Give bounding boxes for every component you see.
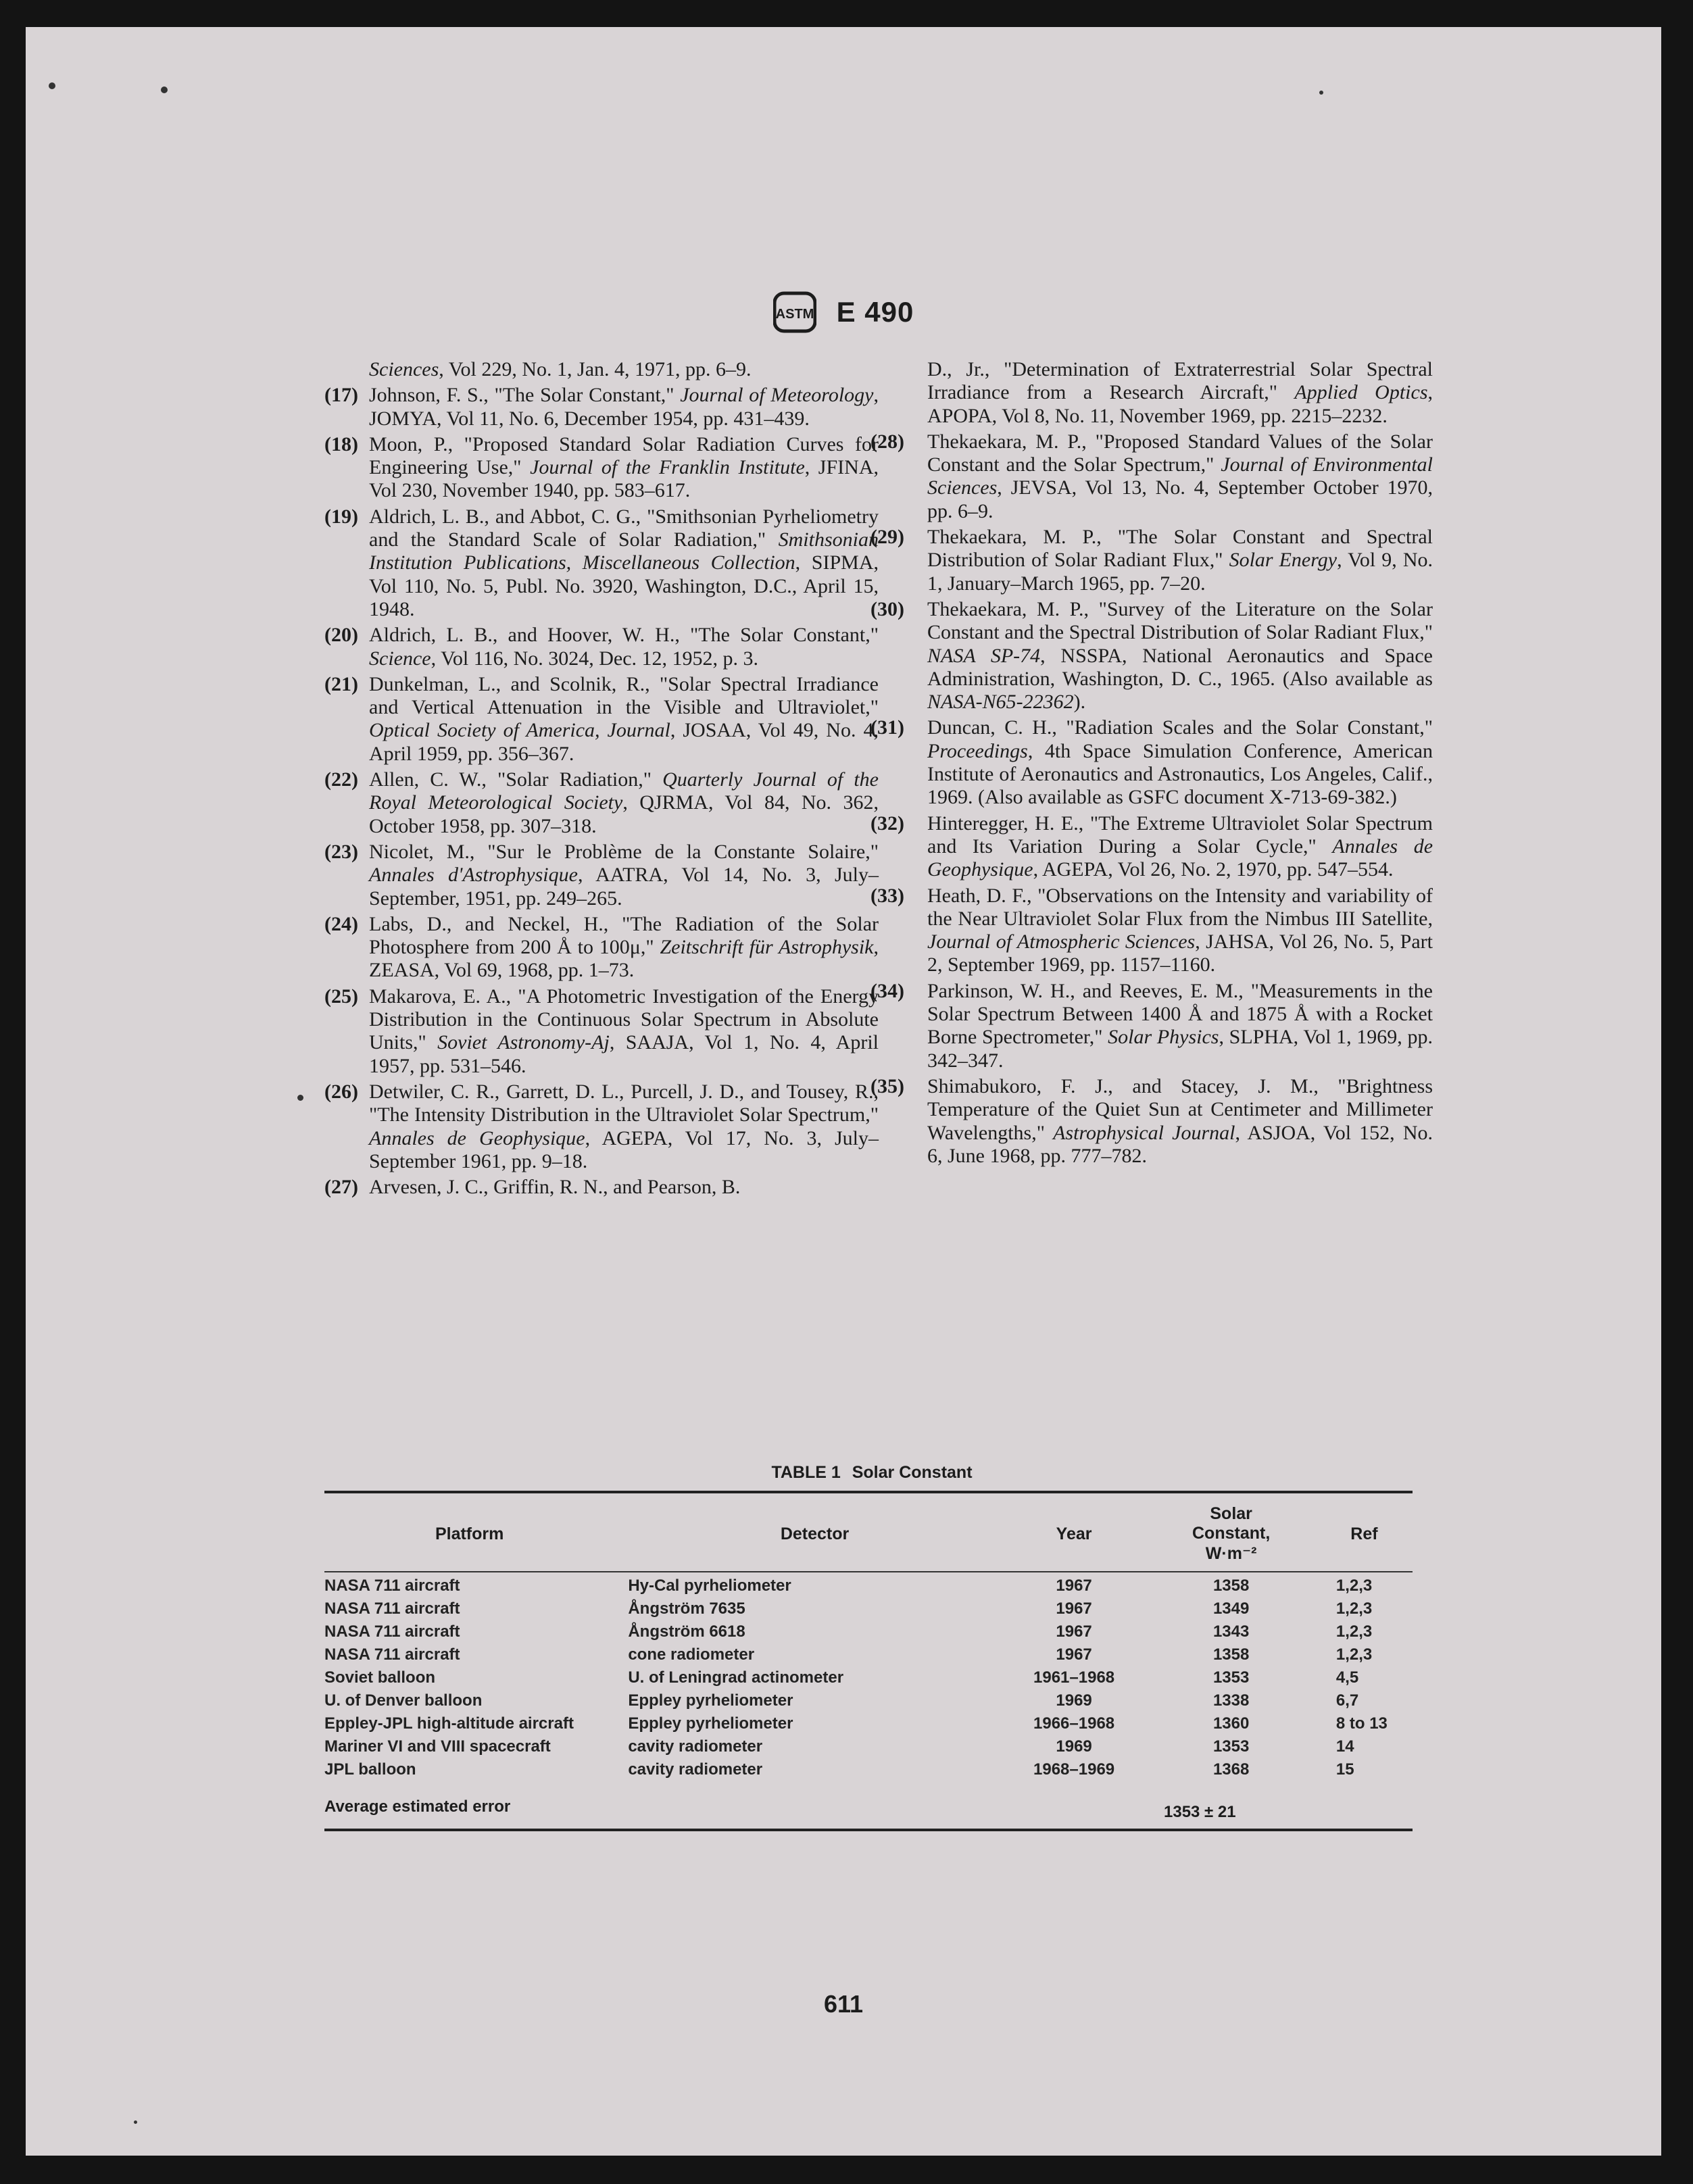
reference-title: Quarterly Journal of the Royal Meteorological Society: [369, 768, 879, 814]
reference-entry: [870, 979, 1433, 1072]
reference-number: (21): [324, 672, 358, 695]
references-column-left: [324, 358, 879, 1201]
reference-title: Solar Physics: [1108, 1026, 1219, 1049]
standard-number: E 490: [836, 296, 914, 328]
average-row: [324, 1791, 1413, 1829]
reference-text: , JEVSA, Vol 13, No. 4, September October 1970, pp. 6–9.: [927, 476, 1433, 522]
reference-entry: [324, 433, 879, 503]
reference-entry: [870, 526, 1433, 595]
average-value: 1353 ± 21: [1164, 1803, 1236, 1821]
cell-detector: Hy-Cal pyrheliometer: [628, 1577, 791, 1595]
cell-solar-constant: 1343: [1212, 1622, 1250, 1641]
reference-title: Astrophysical Journal: [1053, 1121, 1235, 1144]
cell-year: 1969: [1056, 1737, 1092, 1756]
speck: [1319, 91, 1323, 95]
cell-platform: Soviet balloon: [324, 1668, 436, 1687]
reference-entry: [870, 812, 1433, 882]
reference-text: , JOMYA, Vol 11, No. 6, December 1954, pp. 431–439.: [369, 384, 879, 430]
reference-text: Makarova, E. A., "A Photometric Investigation of the Energy Distribution in the Continuous Solar Spectrum in Absolute Units,": [369, 985, 879, 1054]
reference-title: Annales d'Astrophysique: [369, 864, 578, 887]
reference-text: Nicolet, M., "Sur le Problème de la Constante Solaire,": [369, 840, 879, 863]
cell-ref: 4,5: [1335, 1668, 1359, 1687]
reference-entry: [324, 1081, 879, 1173]
reference-number: (32): [870, 812, 904, 835]
table-row: [324, 1758, 1413, 1781]
reference-text: , QJRMA, Vol 84, No. 362, October 1958, pp. 307–318.: [369, 791, 879, 837]
table-row: [324, 1597, 1413, 1620]
reference-title: Science: [369, 647, 431, 670]
table-caption: Solar Constant: [852, 1463, 973, 1482]
speck: [161, 86, 168, 93]
header-ref: Ref: [1350, 1524, 1378, 1543]
reference-title: Solar Energy: [1229, 549, 1338, 572]
reference-entry: [324, 624, 879, 670]
reference-number: (20): [324, 624, 358, 647]
cell-solar-constant: 1358: [1212, 1577, 1250, 1595]
cell-solar-constant: 1353: [1212, 1668, 1250, 1687]
reference-title: NASA SP-74: [927, 644, 1041, 667]
cell-year: 1967: [1056, 1622, 1092, 1641]
reference-text: , JFINA, Vol 230, November 1940, pp. 583–617.: [369, 456, 879, 502]
reference-text: Thekaekara, M. P., "The Solar Constant and Spectral Distribution of Solar Radiant Flux,": [927, 526, 1433, 572]
cell-detector: Eppley pyrheliometer: [628, 1691, 793, 1710]
cell-ref: 15: [1335, 1760, 1354, 1779]
cell-platform: JPL balloon: [324, 1760, 416, 1779]
reference-text: Labs, D., and Neckel, H., "The Radiation of the Solar Photosphere from 200 Å to 100μ,": [369, 912, 879, 959]
reference-text: Thekaekara, M. P., "Survey of the Literature on the Solar Constant and the Spectral Distribution of Solar Radiant Flux,": [927, 597, 1433, 644]
average-label: Average estimated error: [324, 1797, 511, 1816]
page-number: 611: [823, 1990, 864, 2018]
table-row: [324, 1620, 1413, 1643]
speck: [49, 82, 55, 89]
cell-solar-constant: 1368: [1212, 1760, 1250, 1779]
reference-number: (27): [324, 1176, 358, 1199]
reference-text: Dunkelman, L., and Scolnik, R., "Solar Spectral Irradiance and Vertical Attenuation in the Visible and Ultraviolet,": [369, 672, 879, 719]
reference-entry: [870, 716, 1433, 809]
table-row: [324, 1712, 1413, 1735]
header-solar-constant-line2: Constant,: [1192, 1524, 1271, 1543]
cell-ref: 1,2,3: [1335, 1622, 1373, 1641]
header-solar-constant-units: W·m⁻²: [1205, 1544, 1257, 1563]
reference-entry: [324, 384, 879, 430]
reference-entry: [324, 358, 879, 381]
reference-text: , JAHSA, Vol 26, No. 5, Part 2, September 1969, pp. 1157–1160.: [927, 930, 1433, 976]
svg-text:ASTM: ASTM: [775, 307, 814, 322]
cell-platform: NASA 711 aircraft: [324, 1599, 460, 1618]
reference-title: Smithsonian Institution Publications, Miscellaneous Collection: [369, 528, 879, 574]
table-bottom-rule: [324, 1829, 1413, 1831]
cell-platform: NASA 711 aircraft: [324, 1577, 460, 1595]
reference-entry: [324, 673, 879, 766]
speck: [297, 1095, 303, 1101]
cell-year: 1969: [1056, 1691, 1092, 1710]
reference-title: Journal of the Franklin Institute: [530, 456, 805, 479]
reference-text: Arvesen, J. C., Griffin, R. N., and Pearson, B.: [369, 1176, 741, 1199]
reference-entry: [870, 884, 1433, 977]
cell-ref: 1,2,3: [1335, 1645, 1373, 1664]
cell-year: 1966–1968: [1033, 1714, 1115, 1733]
cell-detector: U. of Leningrad actinometer: [628, 1668, 844, 1687]
reference-text: Heath, D. F., "Observations on the Intensity and variability of the Near Ultraviolet Solar Flux from the Nimbus III Satellite,: [927, 884, 1433, 930]
reference-text: Aldrich, L. B., and Hoover, W. H., "The Solar Constant,": [369, 624, 879, 647]
reference-title: Annales de Geophysique: [369, 1126, 585, 1149]
cell-solar-constant: 1349: [1212, 1599, 1250, 1618]
reference-text: , JOSAA, Vol 49, No. 4, April 1959, pp. 356–367.: [369, 719, 879, 765]
cell-year: 1967: [1056, 1599, 1092, 1618]
reference-number: (17): [324, 384, 358, 407]
reference-number: (30): [870, 597, 904, 620]
reference-text: , Vol 116, No. 3024, Dec. 12, 1952, p. 3.: [431, 647, 759, 670]
reference-entry: [870, 430, 1433, 523]
reference-title: NASA-N65-22362: [927, 691, 1074, 714]
reference-title: Zeitschrift für Astrophysik: [660, 936, 874, 959]
reference-text: , 4th Space Simulation Conference, American Institute of Aeronautics and Astronautics, Los Angeles, Calif., 1969. (Also available as GSFC document X-713-69-382.): [927, 739, 1433, 809]
reference-number: (19): [324, 505, 358, 528]
header-solar-constant-line1: Solar: [1210, 1504, 1252, 1523]
reference-title: Optical Society of America, Journal: [369, 719, 670, 742]
reference-title: Applied Optics: [1294, 381, 1428, 404]
cell-platform: NASA 711 aircraft: [324, 1645, 460, 1664]
reference-text: Duncan, C. H., "Radiation Scales and the Solar Constant,": [927, 716, 1433, 739]
cell-solar-constant: 1358: [1212, 1645, 1250, 1664]
reference-entry: [324, 985, 879, 1078]
reference-text: , SLPHA, Vol 1, 1969, pp. 342–347.: [927, 1026, 1433, 1072]
cell-detector: cavity radiometer: [628, 1737, 763, 1756]
table-body: [324, 1574, 1413, 1781]
header-platform: Platform: [435, 1524, 504, 1543]
reference-text: , SAAJA, Vol 1, No. 4, April 1957, pp. 531–546.: [369, 1031, 879, 1077]
reference-text: Moon, P., "Proposed Standard Solar Radiation Curves for Engineering Use,": [369, 432, 879, 479]
reference-title: Annales de Geophysique: [927, 835, 1433, 881]
cell-platform: Mariner VI and VIII spacecraft: [324, 1737, 551, 1756]
cell-ref: 1,2,3: [1335, 1599, 1373, 1618]
reference-number: (18): [324, 432, 358, 455]
reference-entry: [324, 768, 879, 838]
header-solar-constant: [1146, 1493, 1315, 1569]
reference-title: Journal of Atmospheric Sciences: [927, 930, 1196, 953]
table-row: [324, 1689, 1413, 1712]
header-detector: Detector: [780, 1524, 850, 1543]
cell-detector: cone radiometer: [628, 1645, 755, 1664]
reference-text: Detwiler, C. R., Garrett, D. L., Purcell, J. D., and Tousey, R., "The Intensity Distribution in the Ultraviolet Solar Spectrum,": [369, 1080, 879, 1126]
table-header-row: [324, 1493, 1413, 1569]
reference-entry: [324, 1176, 879, 1199]
cell-detector: Ångström 6618: [628, 1622, 745, 1641]
cell-detector: Eppley pyrheliometer: [628, 1714, 793, 1733]
reference-text: Thekaekara, M. P., "Proposed Standard Values of the Solar Constant and the Solar Spectrum,": [927, 430, 1433, 476]
reference-text: , Vol 229, No. 1, Jan. 4, 1971, pp. 6–9.: [439, 358, 752, 380]
cell-year: 1961–1968: [1033, 1668, 1115, 1687]
solar-constant-table: [324, 1493, 1413, 1781]
reference-number: (31): [870, 716, 904, 739]
reference-text: , AGEPA, Vol 17, No. 3, July–September 1961, pp. 9–18.: [369, 1126, 879, 1172]
reference-text: Johnson, F. S., "The Solar Constant,": [369, 384, 681, 407]
reference-text: Hinteregger, H. E., "The Extreme Ultraviolet Solar Spectrum and Its Variation During a Solar Cycle,": [927, 812, 1433, 858]
cell-year: 1968–1969: [1033, 1760, 1115, 1779]
reference-title: Soviet Astronomy-Aj: [437, 1031, 610, 1054]
reference-number: (28): [870, 430, 904, 453]
document-page: [26, 27, 1661, 2156]
cell-solar-constant: 1353: [1212, 1737, 1250, 1756]
speck: [134, 2120, 137, 2124]
reference-title: Journal of Environmental Sciences: [927, 453, 1433, 499]
references-column-right: [870, 358, 1433, 1170]
table-row: [324, 1574, 1413, 1597]
reference-text: , ZEASA, Vol 69, 1968, pp. 1–73.: [369, 936, 879, 982]
cell-year: 1967: [1056, 1645, 1092, 1664]
reference-title: Journal of Meteorology: [680, 384, 874, 407]
reference-text: Parkinson, W. H., and Reeves, E. M., "Measurements in the Solar Spectrum Between 1400 Å and 1875 Å with a Rocket Borne Spectrometer,": [927, 979, 1433, 1049]
astm-logo-icon: [773, 291, 816, 334]
reference-number: (33): [870, 884, 904, 907]
reference-text: Allen, C. W., "Solar Radiation,": [369, 768, 663, 791]
reference-entry: [324, 505, 879, 621]
cell-detector: Ångström 7635: [628, 1599, 745, 1618]
reference-text: Shimabukoro, F. J., and Stacey, J. M., "Brightness Temperature of the Quiet Sun at Centimeter and Millimeter Wavelengths,": [927, 1074, 1433, 1144]
cell-platform: U. of Denver balloon: [324, 1691, 483, 1710]
reference-number: (24): [324, 912, 358, 935]
solar-constant-table-section: [324, 1463, 1413, 1831]
reference-entry: [324, 841, 879, 910]
table-header-rule: [324, 1571, 1413, 1572]
reference-number: (22): [324, 768, 358, 791]
cell-solar-constant: 1338: [1212, 1691, 1250, 1710]
reference-title: Sciences: [369, 358, 439, 380]
cell-solar-constant: 1360: [1212, 1714, 1250, 1733]
cell-detector: cavity radiometer: [628, 1760, 763, 1779]
table-row: [324, 1666, 1413, 1689]
reference-text: Aldrich, L. B., and Abbot, C. G., "Smithsonian Pyrheliometry and the Standard Scale of Solar Radiation,": [369, 505, 879, 551]
table-row: [324, 1735, 1413, 1758]
reference-text: , APOPA, Vol 8, No. 11, November 1969, pp. 2215–2232.: [927, 381, 1433, 427]
header-year: Year: [1056, 1524, 1092, 1543]
table-label: TABLE 1: [771, 1463, 841, 1482]
reference-entry: [870, 1074, 1433, 1168]
reference-title: Proceedings: [927, 739, 1028, 762]
reference-number: (29): [870, 526, 904, 549]
page-header: [26, 291, 1661, 334]
cell-ref: 8 to 13: [1335, 1714, 1388, 1733]
table-row: [324, 1643, 1413, 1666]
reference-number: (23): [324, 840, 358, 863]
cell-platform: Eppley-JPL high-altitude aircraft: [324, 1714, 574, 1733]
cell-ref: 14: [1335, 1737, 1354, 1756]
reference-number: (35): [870, 1074, 904, 1097]
cell-platform: NASA 711 aircraft: [324, 1622, 460, 1641]
cell-year: 1967: [1056, 1577, 1092, 1595]
reference-text: , ASJOA, Vol 152, No. 6, June 1968, pp. 777–782.: [927, 1121, 1433, 1167]
cell-ref: 1,2,3: [1335, 1577, 1373, 1595]
reference-text: D., Jr., "Determination of Extraterrestrial Solar Spectral Irradiance from a Research Aircraft,": [927, 358, 1433, 404]
reference-number: (34): [870, 979, 904, 1002]
table-title: [324, 1463, 1413, 1483]
reference-text: , NSSPA, National Aeronautics and Space Administration, Washington, D. C., 1965. (Also available as: [927, 644, 1433, 690]
reference-text: , AATRA, Vol 14, No. 3, July–September, 1951, pp. 249–265.: [369, 864, 879, 910]
reference-entry: [324, 913, 879, 983]
reference-text: ).: [1073, 691, 1086, 714]
reference-text: , SIPMA, Vol 110, No. 5, Publ. No. 3920, Washington, D.C., April 15, 1948.: [369, 551, 879, 620]
cell-ref: 6,7: [1335, 1691, 1359, 1710]
reference-number: (25): [324, 985, 358, 1008]
reference-number: (26): [324, 1080, 358, 1103]
reference-text: , AGEPA, Vol 26, No. 2, 1970, pp. 547–554.: [1033, 858, 1394, 881]
reference-text: , Vol 9, No. 1, January–March 1965, pp. 7–20.: [927, 549, 1433, 595]
reference-entry: [892, 358, 1433, 428]
reference-entry: [870, 597, 1433, 714]
